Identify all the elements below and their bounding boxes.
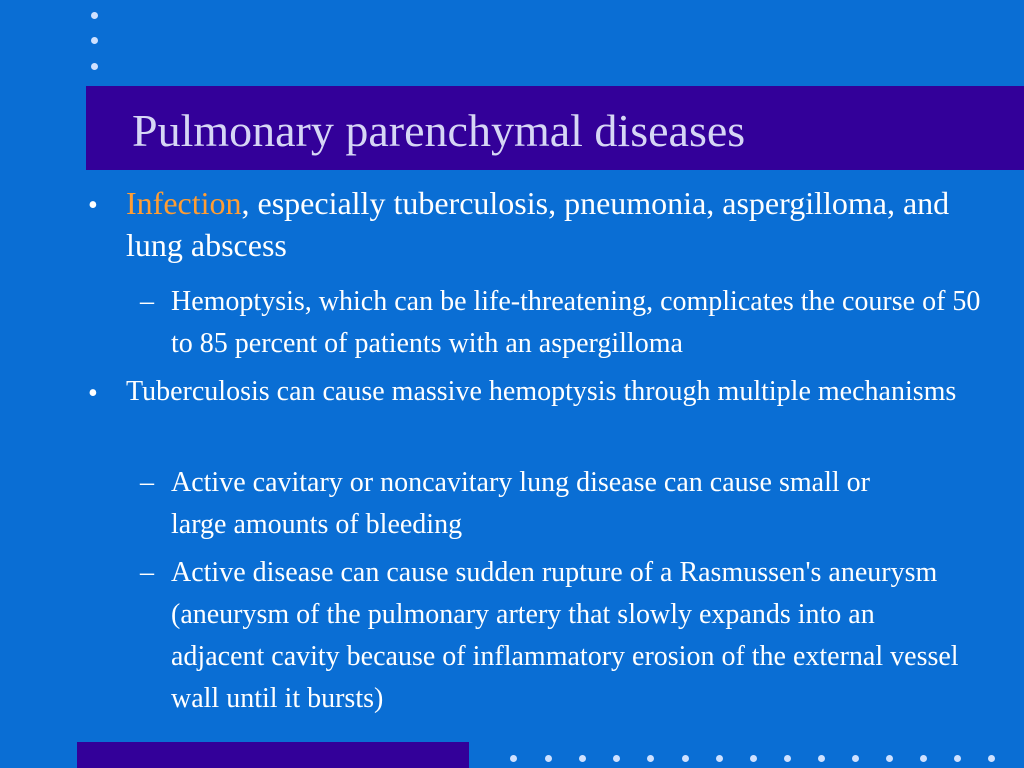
bullet-2-text: Tuberculosis can cause massive hemoptysis through multiple mechanisms xyxy=(126,376,957,407)
sub-bullet-marker: – xyxy=(140,557,154,588)
dot-icon xyxy=(647,755,654,762)
bullet-marker: • xyxy=(88,378,98,409)
dot-icon xyxy=(613,755,620,762)
bullet-1-highlight: Infection xyxy=(126,185,242,221)
sub-bullet-1-1-text: Hemoptysis, which can be life-threatening, complicates the course of 50 to 85 percent of patients with an aspergilloma xyxy=(171,286,981,359)
dot-icon xyxy=(818,755,825,762)
dot-icon xyxy=(716,755,723,762)
sub-bullet-2-1-text: Active cavitary or noncavitary lung disease can cause small or large amounts of bleeding xyxy=(171,467,870,540)
dot-icon xyxy=(91,37,98,44)
dot-icon xyxy=(784,755,791,762)
dot-icon xyxy=(920,755,927,762)
sub-bullet-2-2-text: Active disease can cause sudden rupture of a Rasmussen's aneurysm (aneurysm of the pulmonary artery that slowly expands into an adjacent cavity because of inflammatory erosion of the external vessel wall until it bursts) xyxy=(171,557,959,714)
dot-icon xyxy=(91,12,98,19)
dot-icon xyxy=(579,755,586,762)
dot-icon xyxy=(545,755,552,762)
bullet-1-text xyxy=(126,182,986,266)
bullet-marker: • xyxy=(88,190,98,221)
sub-bullet-marker: – xyxy=(140,467,154,498)
bullet-1-body: , especially tuberculosis, pneumonia, aspergilloma, and lung abscess xyxy=(126,185,950,263)
dot-icon xyxy=(988,755,995,762)
dot-icon xyxy=(682,755,689,762)
dot-icon xyxy=(91,63,98,70)
dot-icon xyxy=(750,755,757,762)
dot-icon xyxy=(852,755,859,762)
dot-icon xyxy=(954,755,961,762)
dot-icon xyxy=(510,755,517,762)
bottom-bar xyxy=(77,742,469,768)
sub-bullet-marker: – xyxy=(140,286,154,317)
dot-icon xyxy=(886,755,893,762)
slide-title: Pulmonary parenchymal diseases xyxy=(132,105,746,156)
